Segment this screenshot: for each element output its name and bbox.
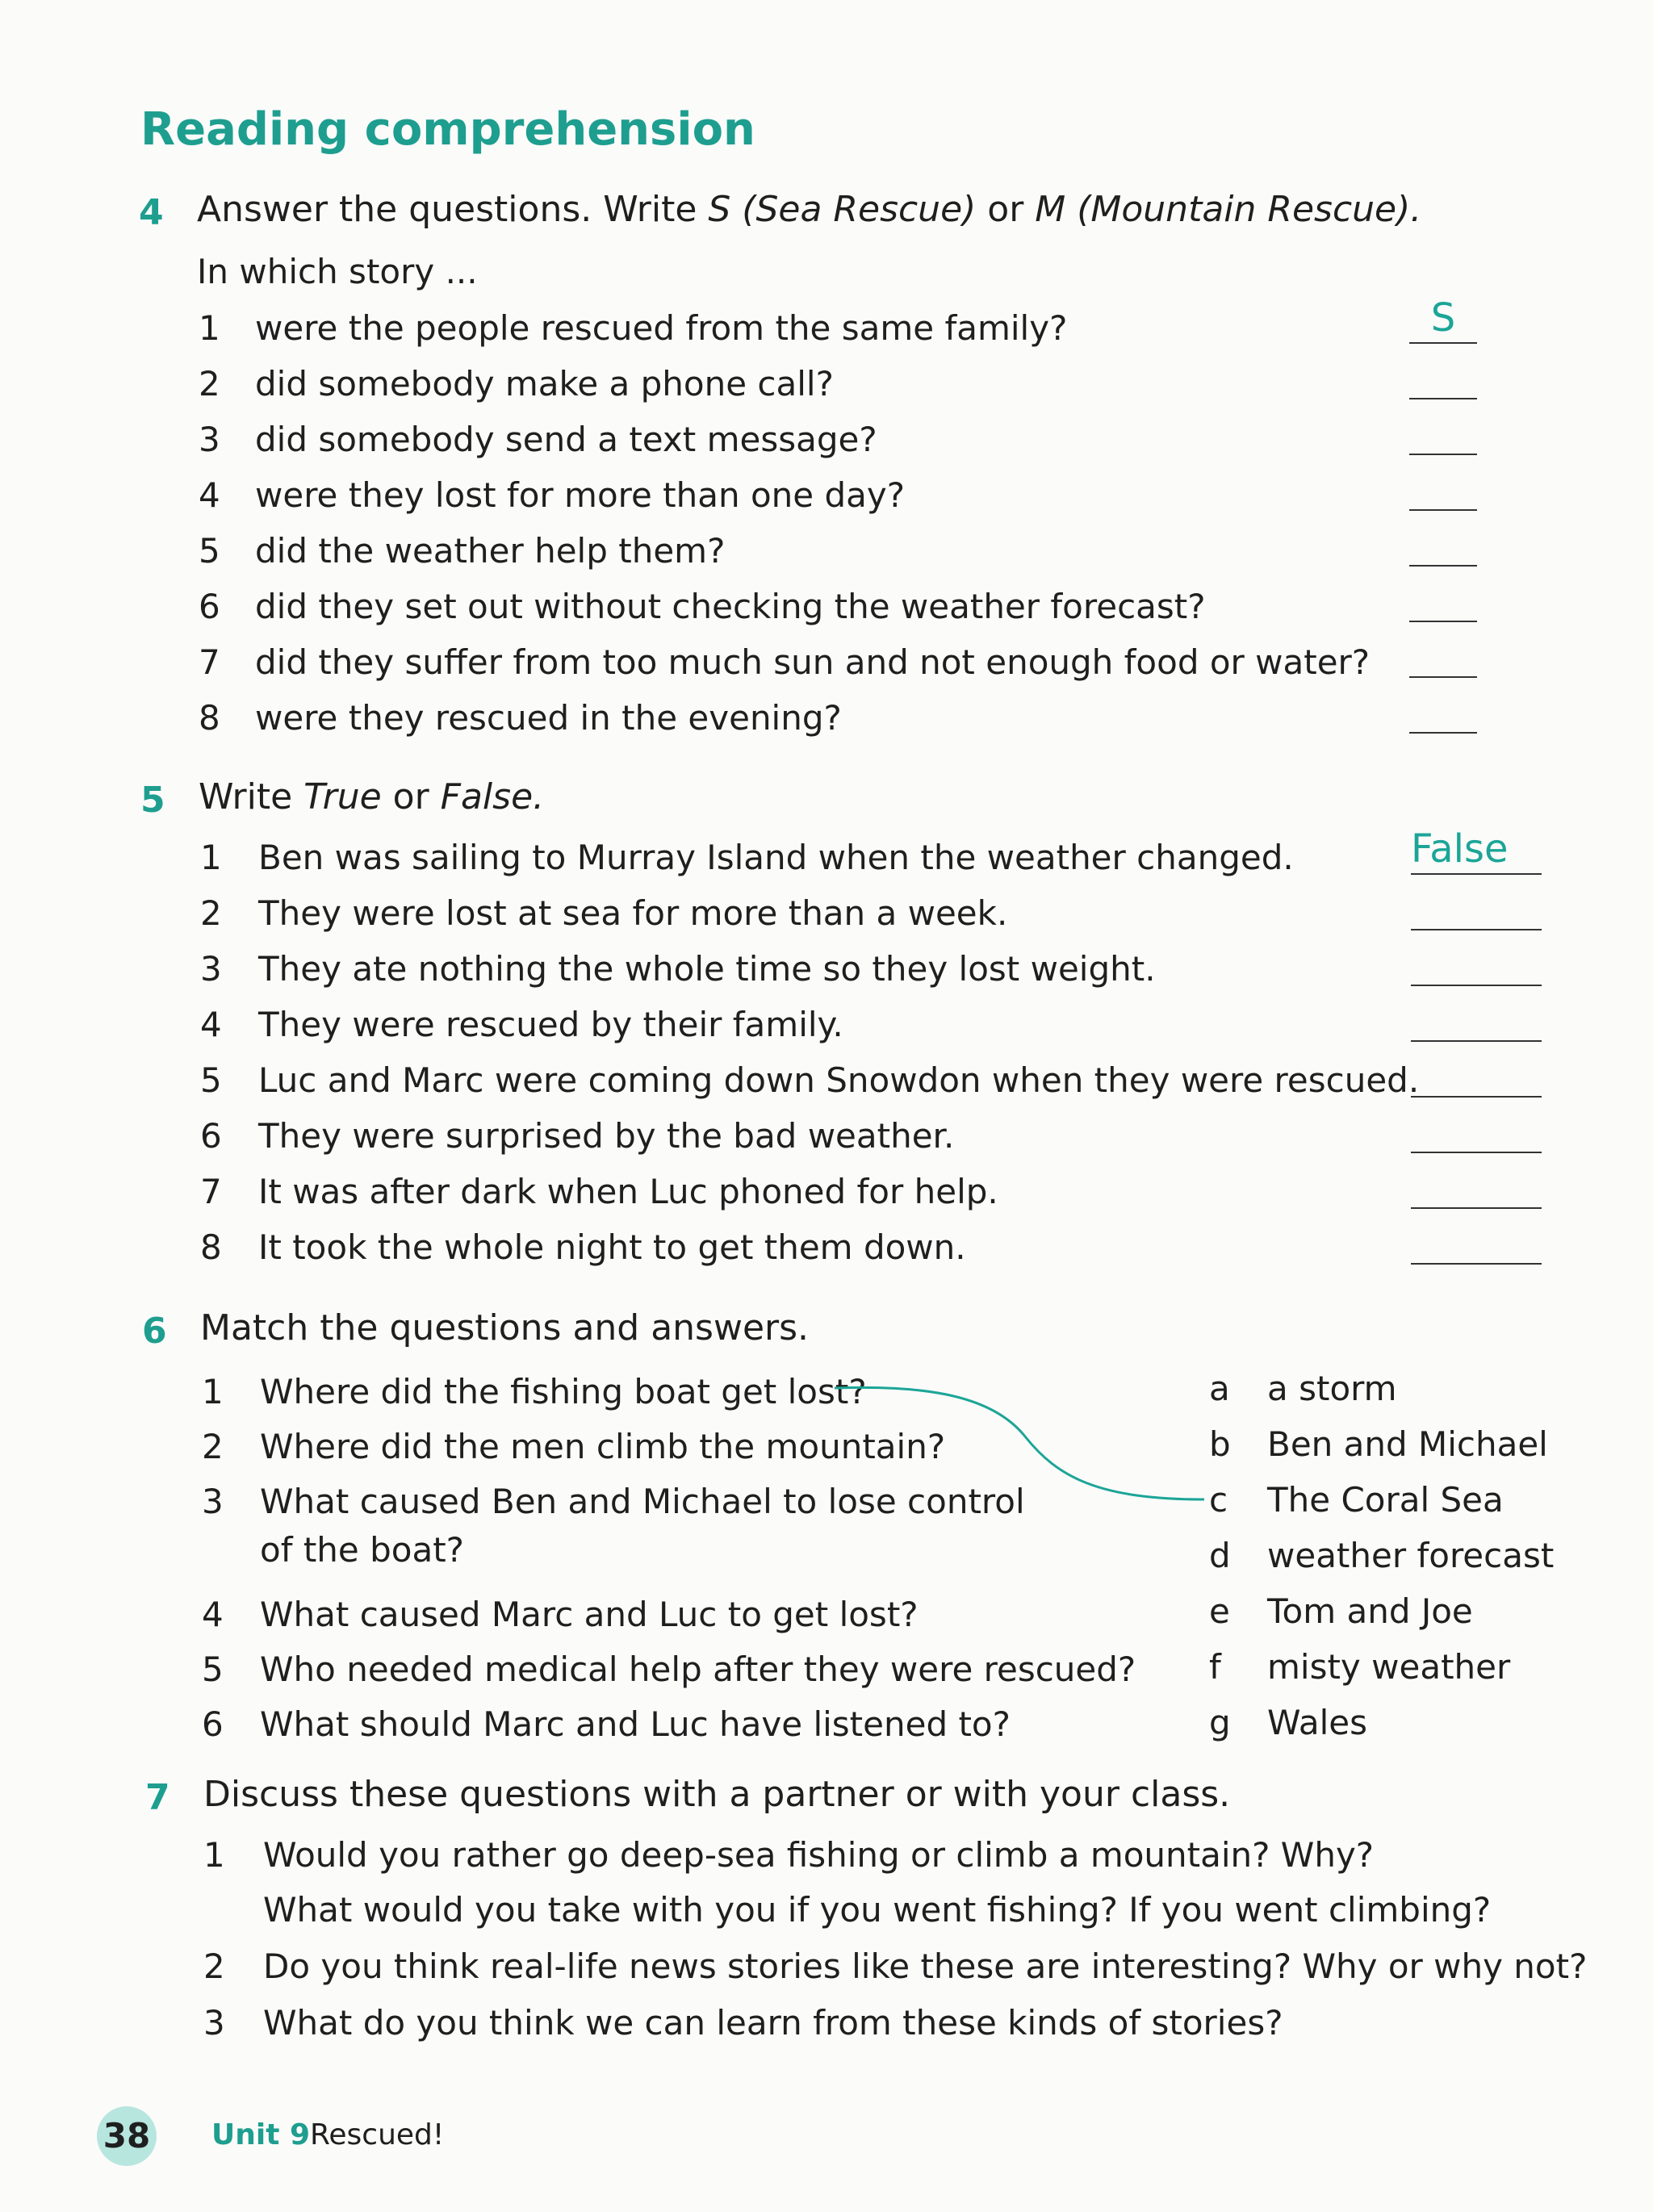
discussion-question: What do you think we can learn from these kinds of stories? bbox=[263, 2003, 1283, 2043]
match-answer: Wales bbox=[1267, 1703, 1367, 1742]
statement-text: They ate nothing the whole time so they lost weight. bbox=[258, 949, 1156, 989]
question-text: did somebody send a text message? bbox=[255, 420, 877, 459]
answer-letter: c bbox=[1209, 1480, 1228, 1520]
answer-letter: e bbox=[1209, 1591, 1230, 1631]
exercise-7-instruction: Discuss these questions with a partner or with your class. bbox=[203, 1774, 1231, 1815]
answer-letter: d bbox=[1209, 1536, 1231, 1575]
item-number: 2 bbox=[202, 1427, 224, 1466]
item-number: 3 bbox=[200, 949, 222, 989]
match-answer: Ben and Michael bbox=[1267, 1424, 1548, 1464]
exercise-7-number: 7 bbox=[145, 1777, 170, 1818]
exercise-6-instruction: Match the questions and answers. bbox=[200, 1307, 810, 1349]
item-number: 6 bbox=[202, 1704, 224, 1744]
match-answer: a storm bbox=[1267, 1369, 1397, 1408]
exercise-4-lead: In which story ... bbox=[197, 252, 478, 291]
statement-text: It took the whole night to get them down. bbox=[258, 1227, 966, 1267]
question-text: did the weather help them? bbox=[255, 531, 726, 571]
discussion-question: Do you think real-life news stories like these are interesting? Why or why not? bbox=[263, 1946, 1588, 1986]
item-number: 7 bbox=[199, 642, 220, 682]
question-text: did they set out without checking the weather forecast? bbox=[255, 587, 1206, 626]
match-question: Where did the men climb the mountain? bbox=[260, 1427, 946, 1466]
match-question: Who needed medical help after they were rescued? bbox=[260, 1650, 1136, 1689]
discussion-question-continued: What would you take with you if you went fishing? If you went climbing? bbox=[263, 1890, 1492, 1930]
filled-answer: False bbox=[1411, 826, 1509, 872]
answer-letter: g bbox=[1209, 1703, 1231, 1742]
section-heading: Reading comprehension bbox=[140, 103, 755, 156]
match-question-continued: of the boat? bbox=[260, 1530, 464, 1570]
statement-text: Ben was sailing to Murray Island when the weather changed. bbox=[258, 838, 1294, 877]
question-text: were they rescued in the evening? bbox=[255, 698, 842, 738]
match-question: What caused Marc and Luc to get lost? bbox=[260, 1595, 919, 1634]
item-number: 4 bbox=[202, 1595, 224, 1634]
item-number: 3 bbox=[202, 1482, 224, 1521]
statement-text: It was after dark when Luc phoned for help. bbox=[258, 1172, 998, 1211]
item-number: 5 bbox=[200, 1060, 222, 1100]
footer-unit: Unit 9 bbox=[211, 2118, 310, 2151]
exercise-5-number: 5 bbox=[140, 780, 165, 821]
item-number: 1 bbox=[202, 1372, 224, 1411]
discussion-question: Would you rather go deep-sea fishing or climb a mountain? Why? bbox=[263, 1835, 1375, 1875]
item-number: 1 bbox=[199, 308, 220, 348]
page-number-badge: 38 bbox=[97, 2106, 157, 2166]
item-number: 8 bbox=[200, 1227, 222, 1267]
item-number: 5 bbox=[199, 531, 220, 571]
question-text: were the people rescued from the same family? bbox=[255, 308, 1068, 348]
statement-text: They were rescued by their family. bbox=[258, 1005, 843, 1044]
item-number: 2 bbox=[200, 893, 222, 933]
question-text: were they lost for more than one day? bbox=[255, 475, 906, 515]
statement-text: They were surprised by the bad weather. bbox=[258, 1116, 955, 1156]
statement-text: They were lost at sea for more than a week. bbox=[258, 893, 1008, 933]
match-answer: Tom and Joe bbox=[1267, 1591, 1473, 1631]
answer-letter: f bbox=[1209, 1647, 1221, 1687]
item-number: 3 bbox=[199, 420, 220, 459]
question-text: did somebody make a phone call? bbox=[255, 364, 834, 404]
item-number: 6 bbox=[200, 1116, 222, 1156]
match-answer: The Coral Sea bbox=[1267, 1480, 1504, 1520]
exercise-6-number: 6 bbox=[142, 1311, 167, 1352]
item-number: 3 bbox=[203, 2003, 225, 2043]
match-question: What should Marc and Luc have listened to? bbox=[260, 1704, 1011, 1744]
item-number: 2 bbox=[203, 1946, 225, 1986]
question-text: did they suffer from too much sun and not enough food or water? bbox=[255, 642, 1371, 682]
item-number: 5 bbox=[202, 1650, 224, 1689]
item-number: 1 bbox=[203, 1835, 225, 1875]
match-answer: misty weather bbox=[1267, 1647, 1511, 1687]
item-number: 4 bbox=[199, 475, 220, 515]
match-question: What caused Ben and Michael to lose control bbox=[260, 1482, 1025, 1521]
item-number: 6 bbox=[199, 587, 220, 626]
item-number: 7 bbox=[200, 1172, 222, 1211]
filled-answer: S bbox=[1430, 295, 1456, 341]
item-number: 1 bbox=[200, 838, 222, 877]
exercise-4-number: 4 bbox=[139, 192, 164, 233]
exercise-5-instruction: Write True or False. bbox=[199, 776, 545, 817]
footer-title: Rescued! bbox=[310, 2118, 445, 2151]
item-number: 4 bbox=[200, 1005, 222, 1044]
match-answer: weather forecast bbox=[1267, 1536, 1555, 1575]
item-number: 2 bbox=[199, 364, 220, 404]
item-number: 8 bbox=[199, 698, 220, 738]
statement-text: Luc and Marc were coming down Snowdon when they were rescued. bbox=[258, 1060, 1420, 1100]
answer-letter: b bbox=[1209, 1424, 1231, 1464]
answer-letter: a bbox=[1209, 1369, 1230, 1408]
exercise-4-instruction: Answer the questions. Write S (Sea Rescue) or M (Mountain Rescue). bbox=[197, 189, 1422, 230]
match-question: Where did the fishing boat get lost? bbox=[260, 1372, 867, 1411]
